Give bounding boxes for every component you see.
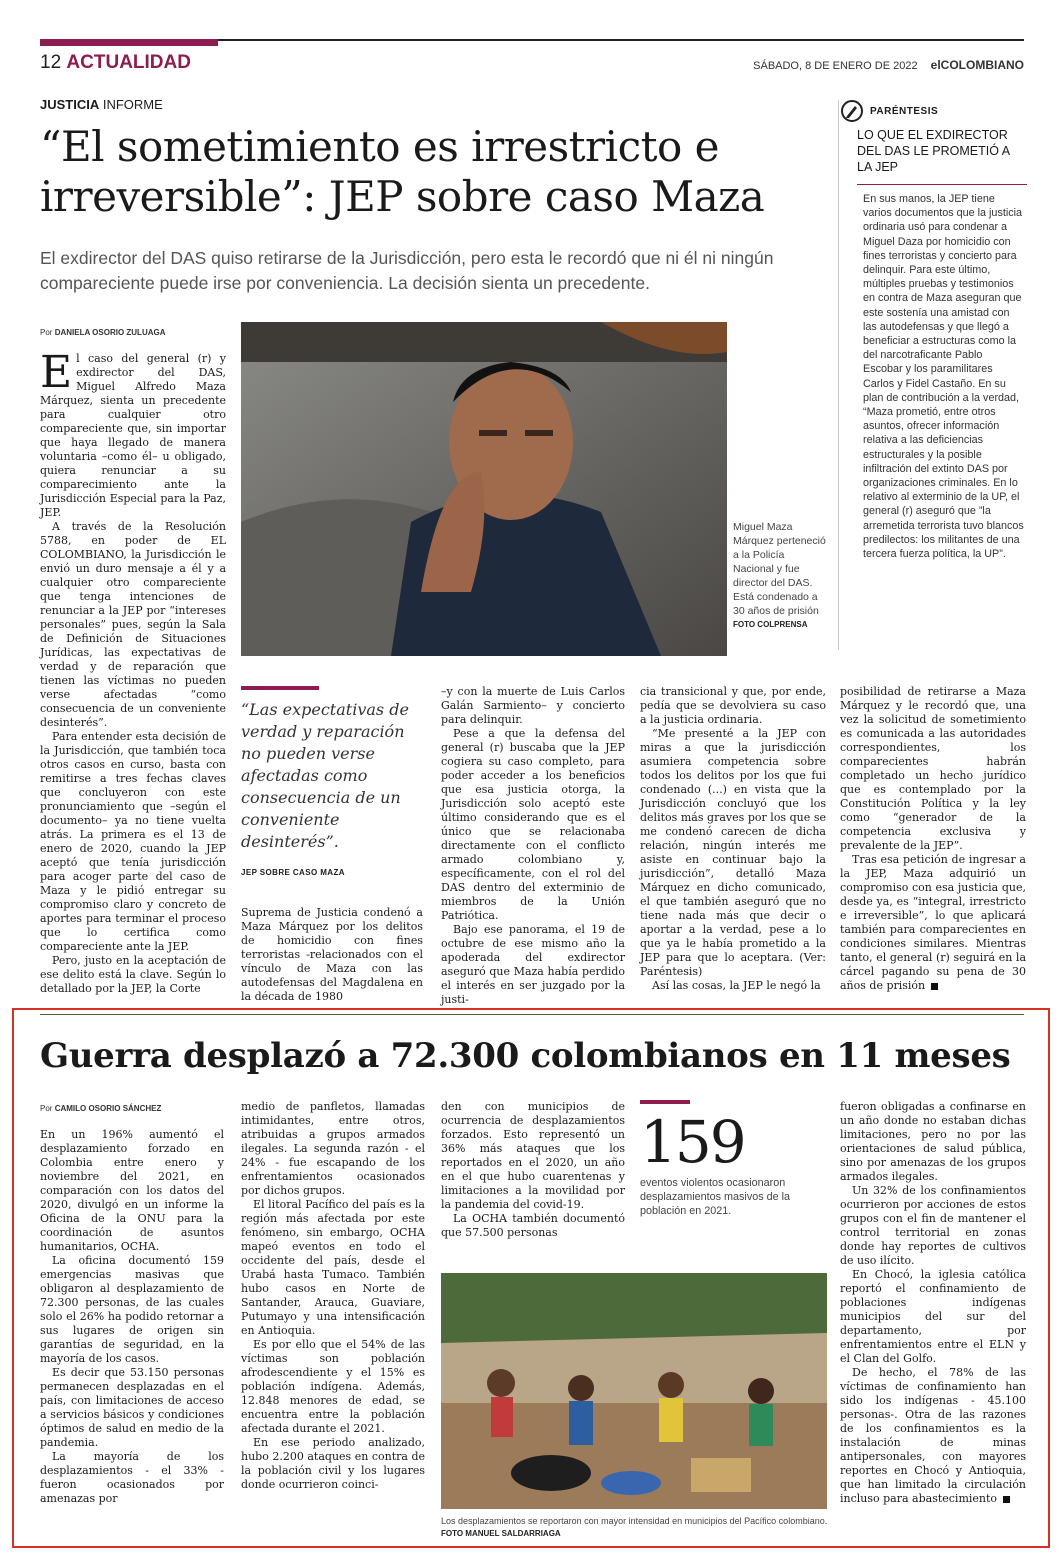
article1-column-3 (441, 685, 625, 1006)
maza-photo-caption (733, 520, 828, 632)
byline-prefix: Por (40, 328, 53, 337)
article2-column-5 (840, 1100, 1026, 1532)
pen-icon-svg (843, 102, 861, 120)
article2-col3-p1: den con municipios de ocurrencia de desplazamientos forzados. Esto representó un 36% más ataques que los reportados en el 2020, un año en el que hubo cuarentenas y limitaciones a la movilidad por la pandemia del covid-19. (441, 1100, 625, 1211)
article2-column-2 (241, 1100, 425, 1532)
pull-quote-source: JEP SOBRE CASO MAZA (241, 868, 345, 877)
displacement-photo (441, 1273, 827, 1509)
kicker-rest: INFORME (102, 97, 163, 112)
article1-col3-p1: –y con la muerte de Luis Carlos Galán Sarmiento– y concierto para delinquir. (441, 685, 625, 726)
stat-accent-bar (640, 1100, 690, 1104)
article2-headline: Guerra desplazó a 72.300 colombianos en 11 meses (40, 1036, 1011, 1076)
byline2-prefix: Por (40, 1104, 53, 1113)
article1-column-4 (640, 685, 826, 998)
article2-column-3 (441, 1100, 625, 1260)
article1-kicker (40, 97, 163, 112)
article2-col5-p2: Un 32% de los confinamientos ocurrieron por acciones de estos grupos con el fin de mantener el control territorial en zonas donde hay reportes de cultivos de uso ilícito. (840, 1184, 1026, 1267)
page-header (40, 52, 191, 74)
newspaper-logo (931, 58, 1024, 72)
article2-col3-p2: La OCHA también documentó que 57.500 personas (441, 1212, 625, 1239)
article1-col5-p1: posibilidad de retirarse a Maza Márquez y le recordó que, una vez la solicitud de sometimiento es comunicada a las autoridades correspondientes, los comparecientes habrán completado un hecho jurídico que es contemplado por la Constitución Política y la ley como “generador de la competencia exclusiva y prevalente de la JEP”. (840, 685, 1026, 852)
article1-headline: “El sometimiento es irrestricto e irreversible”: JEP sobre caso Maza (40, 122, 765, 221)
article2-col2-p3: Es por ello que el 54% de las víctimas son población afrodescendiente y el 15% es población indígena. Además, 12.848 menores de edad, se encuentra entre la población afectada durante el 2021. (241, 1338, 425, 1435)
article1-col3-p3: Bajo ese panorama, el 19 de octubre de ese mismo año la apoderada del exdirector aseguró que Maza había perdido el interés en ser juzgado por la justi- (441, 923, 625, 1006)
maza-photo-illustration (241, 322, 727, 656)
article2-col5-p4: De hecho, el 78% de las víctimas de confinamiento han sido los indígenas - 45.100 personas-. Otra de las razones de los confinamientos es la instalación de minas antipersonales, con mayores reportes en Chocó y Antioquia, que han limitado la circulación incluso para abastecimiento (840, 1366, 1026, 1505)
page-number: 12 (40, 52, 62, 73)
sidebar-heading: LO QUE EL EXDIRECTOR DEL DAS LE PROMETIÓ A LA JEP (857, 128, 1010, 174)
stat-description: eventos violentos ocasionaron desplazamientos masivos de la población en 2021. (640, 1177, 791, 1217)
article1-col1-p1: l caso del general (r) y exdirector del DAS, Miguel Alfredo Maza Márquez, sienta un precedente para cualquier otro compareciente que, sin importar que haya llegado de manera voluntaria –como él– u obligado, quiera renunciar a su comparecimiento ante la Jurisdicción Especial para la Paz, JEP. (40, 352, 226, 519)
article2-col1-p3: Es decir que 53.150 personas permanecen desplazadas en el país, con limitaciones de acceso a servicios básicos y condiciones óptimos de salud en medio de la pandemia. (40, 1366, 224, 1449)
article1-col2-p1: Suprema de Justicia condenó a Maza Márquez por los delitos de homicidio con fines terroristas -relacionados con el vínculo de Maza con las autodefensas del Magdalena en la década de 1980 (241, 906, 423, 1003)
article1-byline (40, 328, 166, 337)
article1-col4-p2: “Me presenté a la JEP con miras a que la jurisdicción asumiera competencia sobre todos los delitos por los que fui condenado (...) en vista que la Jurisdicción concluyó que los delitos más graves por los que se me condenó carecen de dicha relación, ningún interés me asiste en continuar bajo la jurisdicción”, detalló Maza Márquez en dicho comunicado, el que también aseguró que no tiene nada más que decir o aportar a la verdad, pese a lo que ya le había prometido a la JEP para que lo aceptara. (Ver: Paréntesis) (640, 727, 826, 978)
maza-photo (241, 322, 727, 656)
article2-col2-p1: medio de panfletos, llamadas intimidantes, entre otros, atribuidas a grupos armados ilegales. La segunda razón - el 24% - fue escapando de los enfrentamientos ocasionados por dichos grupos. (241, 1100, 425, 1197)
displacement-photo-illustration (441, 1273, 827, 1509)
article2-column-1 (40, 1128, 224, 1532)
sidebar-divider (838, 100, 839, 650)
article1-col1-p3: Para entender esta decisión de la Jurisdicción, que también toca otros casos en curso, basta con remitirse a tres fechas claves que concluyeron con este pronunciamiento que –según el documento– ya no tiene vuelta atrás. La primera es el 13 de enero de 2020, cuando la JEP aceptó que tenía jurisdicción para acoger parte del caso de Maza y le pidió entregar su compromiso claro y concreto de aportes para terminar el proceso que lo certifica como compareciente ante la JEP. (40, 730, 226, 953)
caption2-text: Los desplazamientos se reportaron con mayor intensidad en municipios del Pacífico colombiano. (441, 1516, 828, 1526)
stat-number: 159 (640, 1108, 745, 1176)
article1-col1-p2: A través de la Resolución 5788, en poder de EL COLOMBIANO, la Jurisdicción le envió un duro mensaje a él y a cualquier otro compareciente que tenga intenciones de renunciar a la JEP por “intereses personales” pues, según la Sala de Definición de Situaciones Jurídicas, las expectativas de verdad y de reparación que tienen las víctimas no pueden verse afectadas “como consecuencia de un conveniente desinterés”. (40, 520, 226, 729)
logo-main: COLOMBIANO (940, 58, 1024, 72)
article1-col3-p2: Pese a que la defensa del general (r) buscaba que la JEP cogiera su caso completo, para poder acceder a los beneficios que esa justicia otorga, la Jurisdicción solo aceptó este último considerando que es el único que se relacionaba directamente con el conflicto armado colombiano y, específicamente, con el rol del DAS dentro del exterminio de miembros de la Unión Patriótica. (441, 727, 625, 922)
article2-col5-p3: En Chocó, la iglesia católica reportó el confinamiento de poblaciones indígenas municipios del sur del departamento, por enfrentamientos entre el ELN y el Clan del Golfo. (840, 1268, 1026, 1365)
article1-col4-p1: cia transicional y que, por ende, pedía que se devolviera su caso a la justicia ordinaria. (640, 685, 826, 726)
article1-column-1 (40, 347, 226, 998)
article2-byline (40, 1104, 161, 1113)
article2-col1-p2: La oficina documentó 159 emergencias masivas que obligaron al desplazamiento de 72.300 personas, de las cuales solo el 26% ha podido retornar a sus lugares de origen sin garantías de seguridad, en la mayoría de los casos. (40, 1254, 224, 1365)
photo-credit: FOTO COLPRENSA (733, 620, 808, 629)
article1-col1-p4: Pero, justo en la aceptación de ese delito está la clave. Según lo detallado por la JEP, la Corte (40, 954, 226, 995)
issue-date: SÁBADO, 8 DE ENERO DE 2022 (753, 60, 918, 72)
dateline (753, 58, 1024, 72)
article1-col5-p2: Tras esa petición de ingresar a la JEP, Maza adquirió un compromiso con esa justicia que, desde ya, es “integral, irrestricto e irreversible”, lo que aplicará también para comparecientes en condiciones similares. Mientras tanto, el general (r) seguirá en la cárcel pagando su pena de 30 años de prisión (840, 853, 1026, 992)
article1-column-2 (241, 906, 423, 1003)
quote-accent-bar (241, 686, 319, 690)
dropcap: E (40, 347, 73, 398)
article2-top-rule (40, 1014, 1024, 1015)
sidebar-body: En sus manos, la JEP tiene varios documentos que la justicia ordinaria usó para condenar a Miguel Daza por homicidio con fines terroristas y concierto para delinquir. Para este último, múltiples pruebas y testimonios en contra de Maza aseguran que este sostenía una amistad con las autodefensas y que llegó a beneficiar a estructuras como la del narcotraficante Pablo Escobar y los paramilitares Carlos y Fidel Castaño. En su plan de contribución a la verdad, “Maza prometió, entre otros asuntos, ofrecer información relativa a las deficiencias estructurales y la posible infiltración del extinto DAS por organizaciones criminales. En lo relativo al exterminio de la UP, el general (r) aseguró que ”la arremetida terrorista tuvo blancos predilectos: los militantes de una tercera fuerza política, la UP”. (863, 193, 1024, 561)
end-mark-icon (931, 983, 938, 990)
displacement-photo-caption (441, 1515, 831, 1540)
article2-col5-p1: fueron obligadas a confinarse en un año donde no estaban dichas limitaciones, pero no por las orientaciones de salud pública, sino por amenazas de los grupos armados ilegales. (840, 1100, 1026, 1183)
byline2-name: CAMILO OSORIO SÁNCHEZ (54, 1104, 162, 1113)
article2-col1-p1: En un 196% aumentó el desplazamiento forzado en Colombia entre enero y noviembre del 2021, en comparación con los datos del 2020, divulgó en un informe la Oficina de la ONU para la coordinación de asuntos humanitarios, OCHA. (40, 1128, 224, 1253)
sidebar-heading-underline (857, 184, 1027, 185)
logo-prefix: el (930, 58, 941, 72)
article2-col1-p4: La mayoría de los desplazamientos - el 33% - fueron ocasionados por amenazas por (40, 1450, 224, 1505)
kicker-bold: JUSTICIA (40, 97, 100, 112)
byline-name: DANIELA OSORIO ZULUAGA (54, 328, 166, 337)
pen-icon (841, 100, 863, 122)
section-name: ACTUALIDAD (66, 52, 191, 73)
photo2-credit: FOTO MANUEL SALDARRIAGA (441, 1529, 561, 1538)
section-accent-bar (40, 39, 218, 46)
pull-quote: “Las expectativas de verdad y reparación no pueden verse afectadas como consecuencia de un conveniente desinterés”. (241, 700, 409, 851)
article1-column-5 (840, 685, 1026, 998)
article2-col2-p4: En ese periodo analizado, hubo 2.200 ataques en contra de la población civil y los lugares donde ocurrieron coinci- (241, 1436, 425, 1491)
end-mark-icon-2 (1003, 1496, 1010, 1503)
article1-deck: El exdirector del DAS quiso retirarse de la Jurisdicción, pero esta le recordó que ni él ni ningún compareciente puede irse por conveniencia. La decisión sienta un precedente. (40, 248, 774, 293)
caption-text: Miguel Maza Márquez perteneció a la Policía Nacional y fue director del DAS. Está condenado a 30 años de prisión (733, 521, 826, 617)
article1-col4-p3: Así las cosas, la JEP le negó la (652, 979, 821, 992)
sidebar-title: PARÉNTESIS (870, 106, 939, 117)
article2-col2-p2: El litoral Pacífico del país es la región más afectada por este fenómeno, sin embargo, OCHA mapeó eventos en todo el occidente del país, desde el Urabá hasta Tumaco. También hubo casos en Norte de Santander, Arauca, Guaviare, Putumayo y una intensificación en Antioquia. (241, 1198, 425, 1337)
